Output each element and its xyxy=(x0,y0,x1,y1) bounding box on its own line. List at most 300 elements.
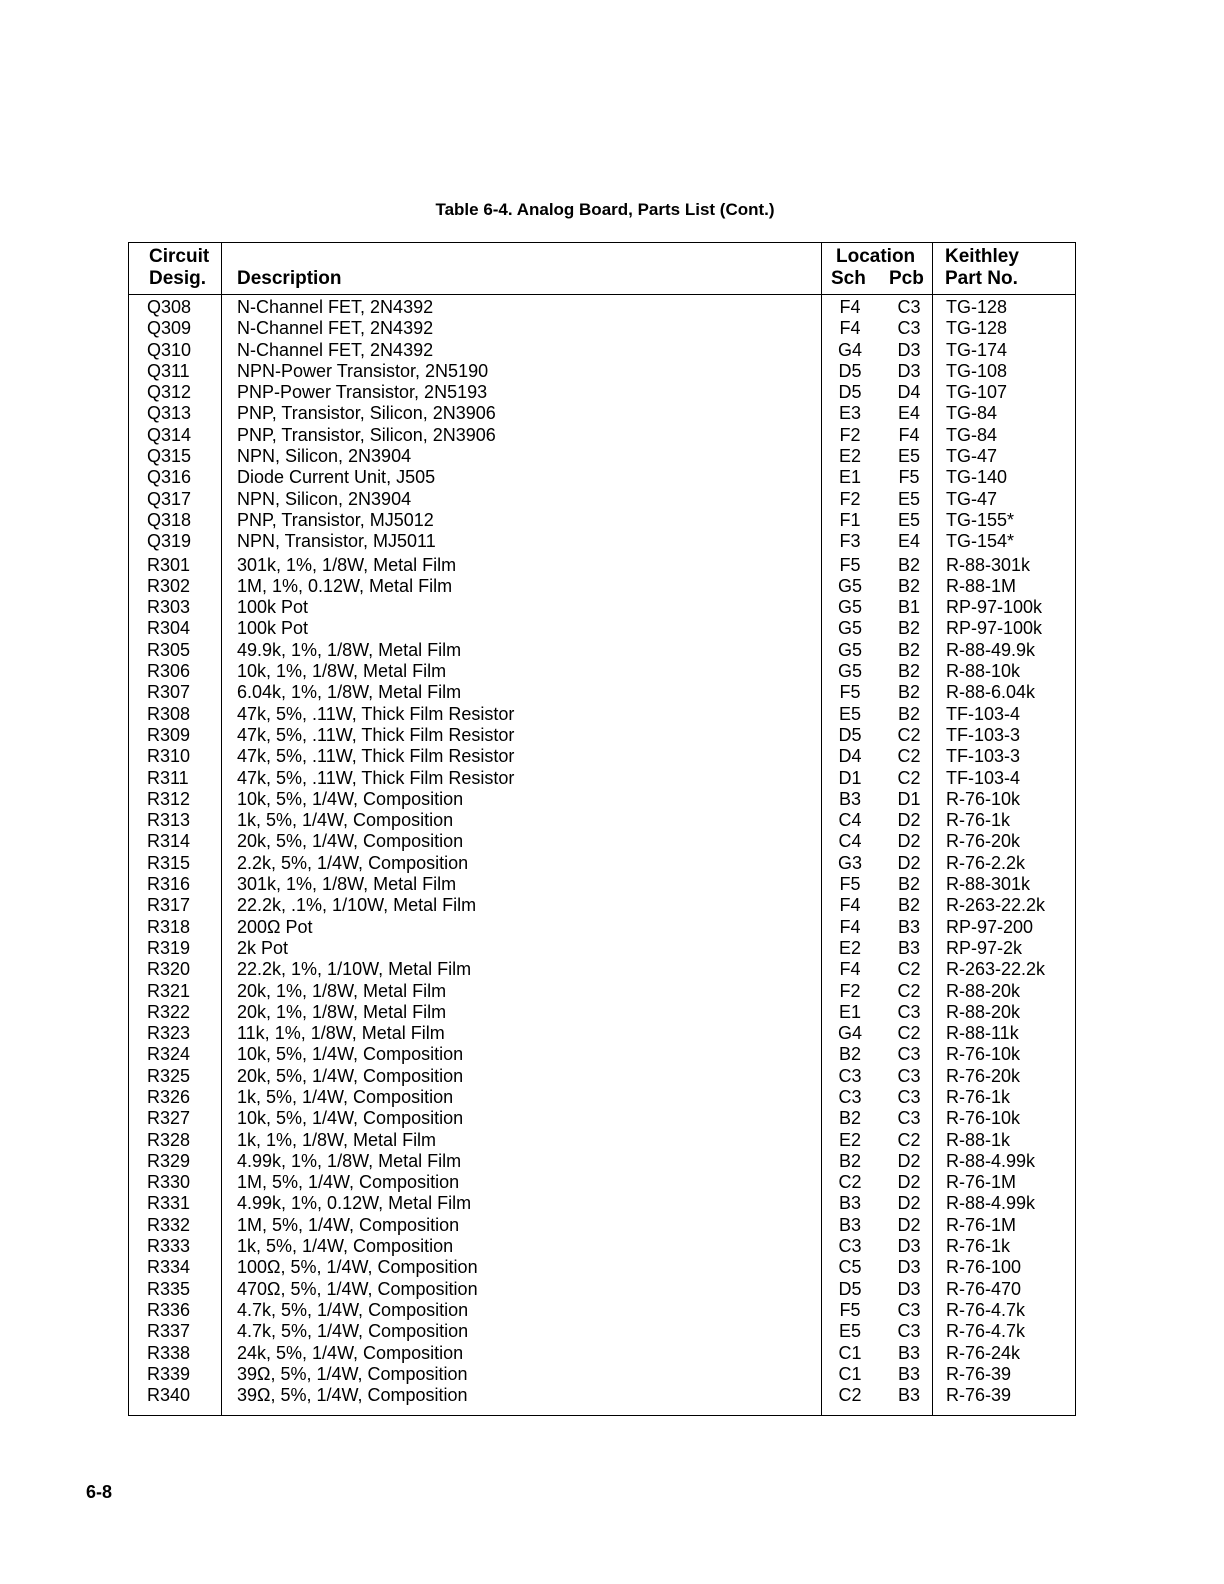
designator-cell: R302 xyxy=(147,575,191,596)
designator-cell: R322 xyxy=(147,1001,191,1022)
designator-cell: Q309 xyxy=(147,318,192,339)
table-row xyxy=(129,555,1075,576)
pcb-location-cell: B2 xyxy=(897,703,921,724)
designator-cell: Q317 xyxy=(147,488,192,509)
sch-location-cell: B2 xyxy=(838,1044,862,1065)
description-cell: 22.2k, 1%, 1/10W, Metal Film xyxy=(237,959,472,980)
description-cell: 47k, 5%, .11W, Thick Film Resistor xyxy=(237,746,515,767)
designator-cell: R313 xyxy=(147,810,191,831)
table-row xyxy=(129,361,1075,382)
description-cell: 100Ω, 5%, 1/4W, Composition xyxy=(237,1257,478,1278)
designator-cell: R314 xyxy=(147,831,191,852)
sch-location-cell: E5 xyxy=(838,1321,862,1342)
designator-cell: R326 xyxy=(147,1086,191,1107)
table-row xyxy=(129,1151,1075,1172)
description-cell: 301k, 1%, 1/8W, Metal Film xyxy=(237,874,457,895)
part-number-cell: TG-47 xyxy=(946,446,998,467)
designator-cell: Q316 xyxy=(147,467,192,488)
designator-cell: R309 xyxy=(147,724,191,745)
sch-location-cell: E2 xyxy=(838,937,862,958)
table-row xyxy=(129,1066,1075,1087)
designator-cell: R337 xyxy=(147,1321,191,1342)
pcb-location-cell: C3 xyxy=(897,1065,921,1086)
header-part-no: Part No. xyxy=(945,268,1018,289)
table-row xyxy=(129,746,1075,767)
description-cell: 470Ω, 5%, 1/4W, Composition xyxy=(237,1278,478,1299)
part-number-cell: R-76-4.7k xyxy=(946,1321,1026,1342)
description-cell: N-Channel FET, 2N4392 xyxy=(237,297,434,317)
designator-cell: Q315 xyxy=(147,446,192,467)
sch-location-cell: C1 xyxy=(838,1342,862,1363)
table-row xyxy=(129,1215,1075,1236)
pcb-location-cell: E4 xyxy=(897,403,921,424)
description-cell: NPN, Silicon, 2N3904 xyxy=(237,488,412,509)
designator-cell: R334 xyxy=(147,1257,191,1278)
table-row xyxy=(129,1385,1075,1406)
sch-location-cell: D5 xyxy=(838,724,862,745)
part-number-cell: RP-97-100k xyxy=(946,618,1043,639)
table-row xyxy=(129,425,1075,446)
table-row xyxy=(129,874,1075,895)
description-cell: 47k, 5%, .11W, Thick Film Resistor xyxy=(237,724,515,745)
table-row xyxy=(129,895,1075,916)
table-row xyxy=(129,1002,1075,1023)
table-row xyxy=(129,382,1075,403)
sch-location-cell: C2 xyxy=(838,1172,862,1193)
part-number-cell: R-76-20k xyxy=(946,1065,1021,1086)
part-number-cell: TF-103-4 xyxy=(946,767,1021,788)
sch-location-cell: C3 xyxy=(838,1236,862,1257)
pcb-location-cell: E5 xyxy=(897,488,921,509)
table-row xyxy=(129,467,1075,488)
part-number-cell: TG-128 xyxy=(946,318,1008,339)
description-cell: NPN, Transistor, MJ5011 xyxy=(237,531,436,552)
sch-location-cell: G5 xyxy=(837,597,862,618)
designator-cell: R340 xyxy=(147,1385,191,1406)
part-number-cell: R-88-49.9k xyxy=(946,639,1036,660)
pcb-location-cell: C2 xyxy=(897,1023,921,1044)
description-cell: Diode Current Unit, J505 xyxy=(237,467,436,488)
pcb-location-cell: C3 xyxy=(897,1321,921,1342)
table-row xyxy=(129,789,1075,810)
part-number-cell: RP-97-200 xyxy=(946,916,1034,937)
table-body xyxy=(129,297,1075,1406)
pcb-location-cell: D2 xyxy=(897,831,921,852)
part-number-cell: TG-47 xyxy=(946,488,998,509)
sch-location-cell: B3 xyxy=(838,788,862,809)
designator-cell: R319 xyxy=(147,937,191,958)
part-number-cell: TG-155* xyxy=(946,509,1015,530)
table-row xyxy=(129,446,1075,467)
pcb-location-cell: D4 xyxy=(897,382,921,403)
designator-cell: Q312 xyxy=(147,382,192,403)
part-number-cell: TG-84 xyxy=(946,403,998,424)
designator-cell: R303 xyxy=(147,597,191,618)
pcb-location-cell: B2 xyxy=(897,639,921,660)
part-number-cell: R-88-11k xyxy=(946,1023,1019,1044)
sch-location-cell: F2 xyxy=(839,980,861,1001)
designator-cell: R308 xyxy=(147,703,191,724)
sch-location-cell: D5 xyxy=(838,360,862,381)
sch-location-cell: F5 xyxy=(839,874,861,895)
description-cell: 4.7k, 5%, 1/4W, Composition xyxy=(237,1299,469,1320)
part-number-cell: TG-84 xyxy=(946,424,998,445)
table-row xyxy=(129,831,1075,852)
description-cell: 4.99k, 1%, 0.12W, Metal Film xyxy=(237,1193,472,1214)
pcb-location-cell: D2 xyxy=(897,810,921,831)
part-number-cell: R-76-39 xyxy=(946,1385,1012,1406)
sch-location-cell: G5 xyxy=(837,661,862,682)
sch-location-cell: C5 xyxy=(838,1257,862,1278)
designator-cell: Q310 xyxy=(147,339,192,360)
header-sch: Sch xyxy=(831,268,866,289)
sch-location-cell: E1 xyxy=(838,1001,862,1022)
description-cell: 4.7k, 5%, 1/4W, Composition xyxy=(237,1321,469,1342)
part-number-cell: R-76-39 xyxy=(946,1363,1012,1384)
sch-location-cell: F2 xyxy=(839,424,861,445)
pcb-location-cell: C2 xyxy=(897,980,921,1001)
designator-cell: R306 xyxy=(147,661,191,682)
table-row xyxy=(129,1257,1075,1278)
part-number-cell: TG-107 xyxy=(946,382,1008,403)
pcb-location-cell: E5 xyxy=(897,446,921,467)
pcb-location-cell: C2 xyxy=(897,959,921,980)
designator-cell: R311 xyxy=(147,767,189,788)
pcb-location-cell: C3 xyxy=(897,1001,921,1022)
pcb-location-cell: D3 xyxy=(897,1278,921,1299)
part-number-cell: R-88-301k xyxy=(946,554,1031,575)
table-row xyxy=(129,403,1075,424)
part-number-cell: R-76-10k xyxy=(946,1108,1021,1129)
description-cell: 47k, 5%, .11W, Thick Film Resistor xyxy=(237,703,515,724)
table-row xyxy=(129,340,1075,361)
table-row xyxy=(129,640,1075,661)
description-cell: 11k, 1%, 1/8W, Metal Film xyxy=(237,1023,445,1044)
table-row xyxy=(129,1023,1075,1044)
part-number-cell: TG-140 xyxy=(946,467,1008,488)
pcb-location-cell: C2 xyxy=(897,767,921,788)
header-divider xyxy=(129,294,1075,295)
sch-location-cell: D1 xyxy=(838,767,862,788)
table-row xyxy=(129,318,1075,339)
description-cell: 49.9k, 1%, 1/8W, Metal Film xyxy=(237,639,462,660)
table-row xyxy=(129,1279,1075,1300)
pcb-location-cell: B3 xyxy=(897,1385,921,1406)
designator-cell: R335 xyxy=(147,1278,191,1299)
part-number-cell: R-88-1M xyxy=(946,575,1017,596)
sch-location-cell: C2 xyxy=(838,1385,862,1406)
pcb-location-cell: D1 xyxy=(897,788,921,809)
table-row xyxy=(129,597,1075,618)
designator-cell: R304 xyxy=(147,618,191,639)
pcb-location-cell: C2 xyxy=(897,724,921,745)
designator-cell: Q314 xyxy=(147,424,192,445)
pcb-location-cell: D2 xyxy=(897,852,921,873)
table-row xyxy=(129,1300,1075,1321)
description-cell: 1k, 5%, 1/4W, Composition xyxy=(237,1236,454,1257)
parts-table xyxy=(128,242,1076,1416)
description-cell: 1k, 5%, 1/4W, Composition xyxy=(237,1086,454,1107)
sch-location-cell: F4 xyxy=(839,916,861,937)
table-row xyxy=(129,1044,1075,1065)
sch-location-cell: C3 xyxy=(838,1086,862,1107)
pcb-location-cell: D2 xyxy=(897,1193,921,1214)
part-number-cell: RP-97-100k xyxy=(946,597,1043,618)
description-cell: PNP-Power Transistor, 2N5193 xyxy=(237,382,488,403)
table-row xyxy=(129,938,1075,959)
designator-cell: R317 xyxy=(147,895,191,916)
pcb-location-cell: B1 xyxy=(897,597,921,618)
part-number-cell: R-88-20k xyxy=(946,1001,1021,1022)
designator-cell: R338 xyxy=(147,1342,191,1363)
table-row xyxy=(129,917,1075,938)
table-row xyxy=(129,1321,1075,1342)
table-row xyxy=(129,981,1075,1002)
pcb-location-cell: C3 xyxy=(897,1108,921,1129)
table-row xyxy=(129,853,1075,874)
designator-cell: R316 xyxy=(147,874,191,895)
table-row xyxy=(129,1172,1075,1193)
table-row xyxy=(129,1087,1075,1108)
part-number-cell: R-76-10k xyxy=(946,1044,1021,1065)
header-keithley: Keithley xyxy=(945,246,1019,267)
description-cell: 20k, 1%, 1/8W, Metal Film xyxy=(237,1001,447,1022)
sch-location-cell: F4 xyxy=(839,895,861,916)
sch-location-cell: F5 xyxy=(839,1299,861,1320)
part-number-cell: R-88-4.99k xyxy=(946,1193,1036,1214)
designator-cell: Q311 xyxy=(147,360,190,381)
part-number-cell: TG-154* xyxy=(946,531,1015,552)
sch-location-cell: F1 xyxy=(839,509,861,530)
part-number-cell: R-76-2.2k xyxy=(946,852,1026,873)
pcb-location-cell: F5 xyxy=(898,467,920,488)
sch-location-cell: D5 xyxy=(838,382,862,403)
sch-location-cell: B3 xyxy=(838,1193,862,1214)
pcb-location-cell: E5 xyxy=(897,509,921,530)
description-cell: 1k, 1%, 1/8W, Metal Film xyxy=(237,1129,437,1150)
description-cell: 2k Pot xyxy=(237,937,289,958)
designator-cell: R331 xyxy=(147,1193,191,1214)
description-cell: PNP, Transistor, Silicon, 2N3906 xyxy=(237,403,496,424)
sch-location-cell: E1 xyxy=(838,467,862,488)
designator-cell: R330 xyxy=(147,1172,191,1193)
table-row xyxy=(129,510,1075,531)
description-cell: 2.2k, 5%, 1/4W, Composition xyxy=(237,852,469,873)
header-circuit: Circuit xyxy=(149,246,210,267)
sch-location-cell: C4 xyxy=(838,810,862,831)
pcb-location-cell: D3 xyxy=(897,339,921,360)
designator-cell: R301 xyxy=(147,554,191,575)
pcb-location-cell: B3 xyxy=(897,916,921,937)
sch-location-cell: E2 xyxy=(838,1129,862,1150)
part-number-cell: R-263-22.2k xyxy=(946,959,1046,980)
sch-location-cell: G5 xyxy=(837,618,862,639)
description-cell: 47k, 5%, .11W, Thick Film Resistor xyxy=(237,767,515,788)
description-cell: 1M, 5%, 1/4W, Composition xyxy=(237,1214,460,1235)
table-row xyxy=(129,768,1075,789)
pcb-location-cell: C3 xyxy=(897,1044,921,1065)
part-number-cell: R-76-1k xyxy=(946,1236,1011,1257)
designator-cell: R305 xyxy=(147,639,191,660)
table-row xyxy=(129,810,1075,831)
table-row xyxy=(129,489,1075,510)
table-row xyxy=(129,1108,1075,1129)
pcb-location-cell: C2 xyxy=(897,1129,921,1150)
description-cell: 10k, 5%, 1/4W, Composition xyxy=(237,1044,464,1065)
description-cell: PNP, Transistor, MJ5012 xyxy=(237,509,434,530)
part-number-cell: RP-97-2k xyxy=(946,937,1023,958)
sch-location-cell: B2 xyxy=(838,1108,862,1129)
part-number-cell: R-76-470 xyxy=(946,1278,1022,1299)
pcb-location-cell: C3 xyxy=(897,297,921,317)
sch-location-cell: G4 xyxy=(837,1023,862,1044)
description-cell: 10k, 5%, 1/4W, Composition xyxy=(237,1108,464,1129)
sch-location-cell: C1 xyxy=(838,1363,862,1384)
designator-cell: R325 xyxy=(147,1065,191,1086)
sch-location-cell: G5 xyxy=(837,639,862,660)
designator-cell: R336 xyxy=(147,1299,191,1320)
header-location: Location xyxy=(836,246,916,267)
sch-location-cell: G4 xyxy=(837,339,862,360)
designator-cell: R327 xyxy=(147,1108,191,1129)
description-cell: 1M, 5%, 1/4W, Composition xyxy=(237,1172,460,1193)
sch-location-cell: C4 xyxy=(838,831,862,852)
pcb-location-cell: D3 xyxy=(897,1257,921,1278)
part-number-cell: R-76-10k xyxy=(946,788,1021,809)
designator-cell: R315 xyxy=(147,852,191,873)
sch-location-cell: F4 xyxy=(839,297,861,317)
header-description: Description xyxy=(237,268,342,289)
designator-cell: R318 xyxy=(147,916,191,937)
sch-location-cell: B3 xyxy=(838,1214,862,1235)
description-cell: NPN, Silicon, 2N3904 xyxy=(237,446,412,467)
part-number-cell: R-76-24k xyxy=(946,1342,1021,1363)
table-row xyxy=(129,1343,1075,1364)
description-cell: 6.04k, 1%, 1/8W, Metal Film xyxy=(237,682,462,703)
part-number-cell: R-76-20k xyxy=(946,831,1021,852)
header-desig: Desig. xyxy=(149,268,207,289)
designator-cell: R339 xyxy=(147,1363,191,1384)
part-number-cell: TG-174 xyxy=(946,339,1008,360)
description-cell: 10k, 1%, 1/8W, Metal Film xyxy=(237,661,447,682)
description-cell: NPN-Power Transistor, 2N5190 xyxy=(237,360,489,381)
sch-location-cell: D4 xyxy=(838,746,862,767)
pcb-location-cell: B2 xyxy=(897,874,921,895)
table-row xyxy=(129,531,1075,552)
part-number-cell: R-88-1k xyxy=(946,1129,1011,1150)
part-number-cell: R-88-10k xyxy=(946,661,1021,682)
part-number-cell: R-263-22.2k xyxy=(946,895,1046,916)
description-cell: 200Ω Pot xyxy=(237,916,313,937)
part-number-cell: TG-128 xyxy=(946,297,1008,317)
description-cell: 100k Pot xyxy=(237,597,309,618)
designator-cell: R321 xyxy=(147,980,191,1001)
description-cell: N-Channel FET, 2N4392 xyxy=(237,318,434,339)
part-number-cell: R-76-1k xyxy=(946,810,1011,831)
pcb-location-cell: D2 xyxy=(897,1150,921,1171)
table-row xyxy=(129,959,1075,980)
description-cell: 301k, 1%, 1/8W, Metal Film xyxy=(237,554,457,575)
pcb-location-cell: B2 xyxy=(897,618,921,639)
designator-cell: R323 xyxy=(147,1023,191,1044)
designator-cell: R307 xyxy=(147,682,191,703)
table-row xyxy=(129,725,1075,746)
description-cell: 39Ω, 5%, 1/4W, Composition xyxy=(237,1385,468,1406)
designator-cell: Q308 xyxy=(147,297,192,317)
part-number-cell: R-88-301k xyxy=(946,874,1031,895)
designator-cell: R312 xyxy=(147,788,191,809)
sch-location-cell: C3 xyxy=(838,1065,862,1086)
pcb-location-cell: D2 xyxy=(897,1214,921,1235)
pcb-location-cell: B2 xyxy=(897,682,921,703)
designator-cell: R328 xyxy=(147,1129,191,1150)
sch-location-cell: F4 xyxy=(839,959,861,980)
description-cell: 4.99k, 1%, 1/8W, Metal Film xyxy=(237,1150,462,1171)
sch-location-cell: F4 xyxy=(839,318,861,339)
description-cell: 1M, 1%, 0.12W, Metal Film xyxy=(237,575,453,596)
designator-cell: Q319 xyxy=(147,531,192,552)
part-number-cell: R-76-1M xyxy=(946,1214,1017,1235)
pcb-location-cell: C3 xyxy=(897,1299,921,1320)
table-title: Table 6-4. Analog Board, Parts List (Cont.) xyxy=(435,200,775,219)
part-number-cell: TF-103-3 xyxy=(946,724,1021,745)
part-number-cell: R-76-100 xyxy=(946,1257,1022,1278)
designator-cell: R324 xyxy=(147,1044,191,1065)
description-cell: 39Ω, 5%, 1/4W, Composition xyxy=(237,1363,468,1384)
description-cell: 20k, 1%, 1/8W, Metal Film xyxy=(237,980,447,1001)
pcb-location-cell: B3 xyxy=(897,1363,921,1384)
description-cell: 20k, 5%, 1/4W, Composition xyxy=(237,1065,464,1086)
sch-location-cell: E3 xyxy=(838,403,862,424)
part-number-cell: R-88-20k xyxy=(946,980,1021,1001)
description-cell: PNP, Transistor, Silicon, 2N3906 xyxy=(237,424,496,445)
pcb-location-cell: D3 xyxy=(897,1236,921,1257)
pcb-location-cell: C2 xyxy=(897,746,921,767)
pcb-location-cell: B2 xyxy=(897,895,921,916)
pcb-location-cell: D2 xyxy=(897,1172,921,1193)
part-number-cell: R-88-4.99k xyxy=(946,1150,1036,1171)
pcb-location-cell: D3 xyxy=(897,360,921,381)
pcb-location-cell: C3 xyxy=(897,318,921,339)
table-row xyxy=(129,682,1075,703)
part-number-cell: TG-108 xyxy=(946,360,1008,381)
sch-location-cell: G5 xyxy=(837,575,862,596)
sch-location-cell: D5 xyxy=(838,1278,862,1299)
sch-location-cell: F5 xyxy=(839,682,861,703)
designator-cell: R333 xyxy=(147,1236,191,1257)
sch-location-cell: E2 xyxy=(838,446,862,467)
designator-cell: R320 xyxy=(147,959,191,980)
table-row xyxy=(129,1130,1075,1151)
pcb-location-cell: B2 xyxy=(897,575,921,596)
pcb-location-cell: B3 xyxy=(897,937,921,958)
header-pcb: Pcb xyxy=(889,268,924,289)
designator-cell: Q313 xyxy=(147,403,192,424)
table-row xyxy=(129,661,1075,682)
table-row xyxy=(129,576,1075,597)
pcb-location-cell: C3 xyxy=(897,1086,921,1107)
page-number: 6-8 xyxy=(86,1482,113,1502)
part-number-cell: R-76-4.7k xyxy=(946,1299,1026,1320)
description-cell: 100k Pot xyxy=(237,618,309,639)
part-number-cell: TF-103-4 xyxy=(946,703,1021,724)
table-row xyxy=(129,704,1075,725)
pcb-location-cell: F4 xyxy=(898,424,920,445)
description-cell: 1k, 5%, 1/4W, Composition xyxy=(237,810,454,831)
description-cell: 24k, 5%, 1/4W, Composition xyxy=(237,1342,464,1363)
table-row xyxy=(129,1236,1075,1257)
designator-cell: Q318 xyxy=(147,509,192,530)
